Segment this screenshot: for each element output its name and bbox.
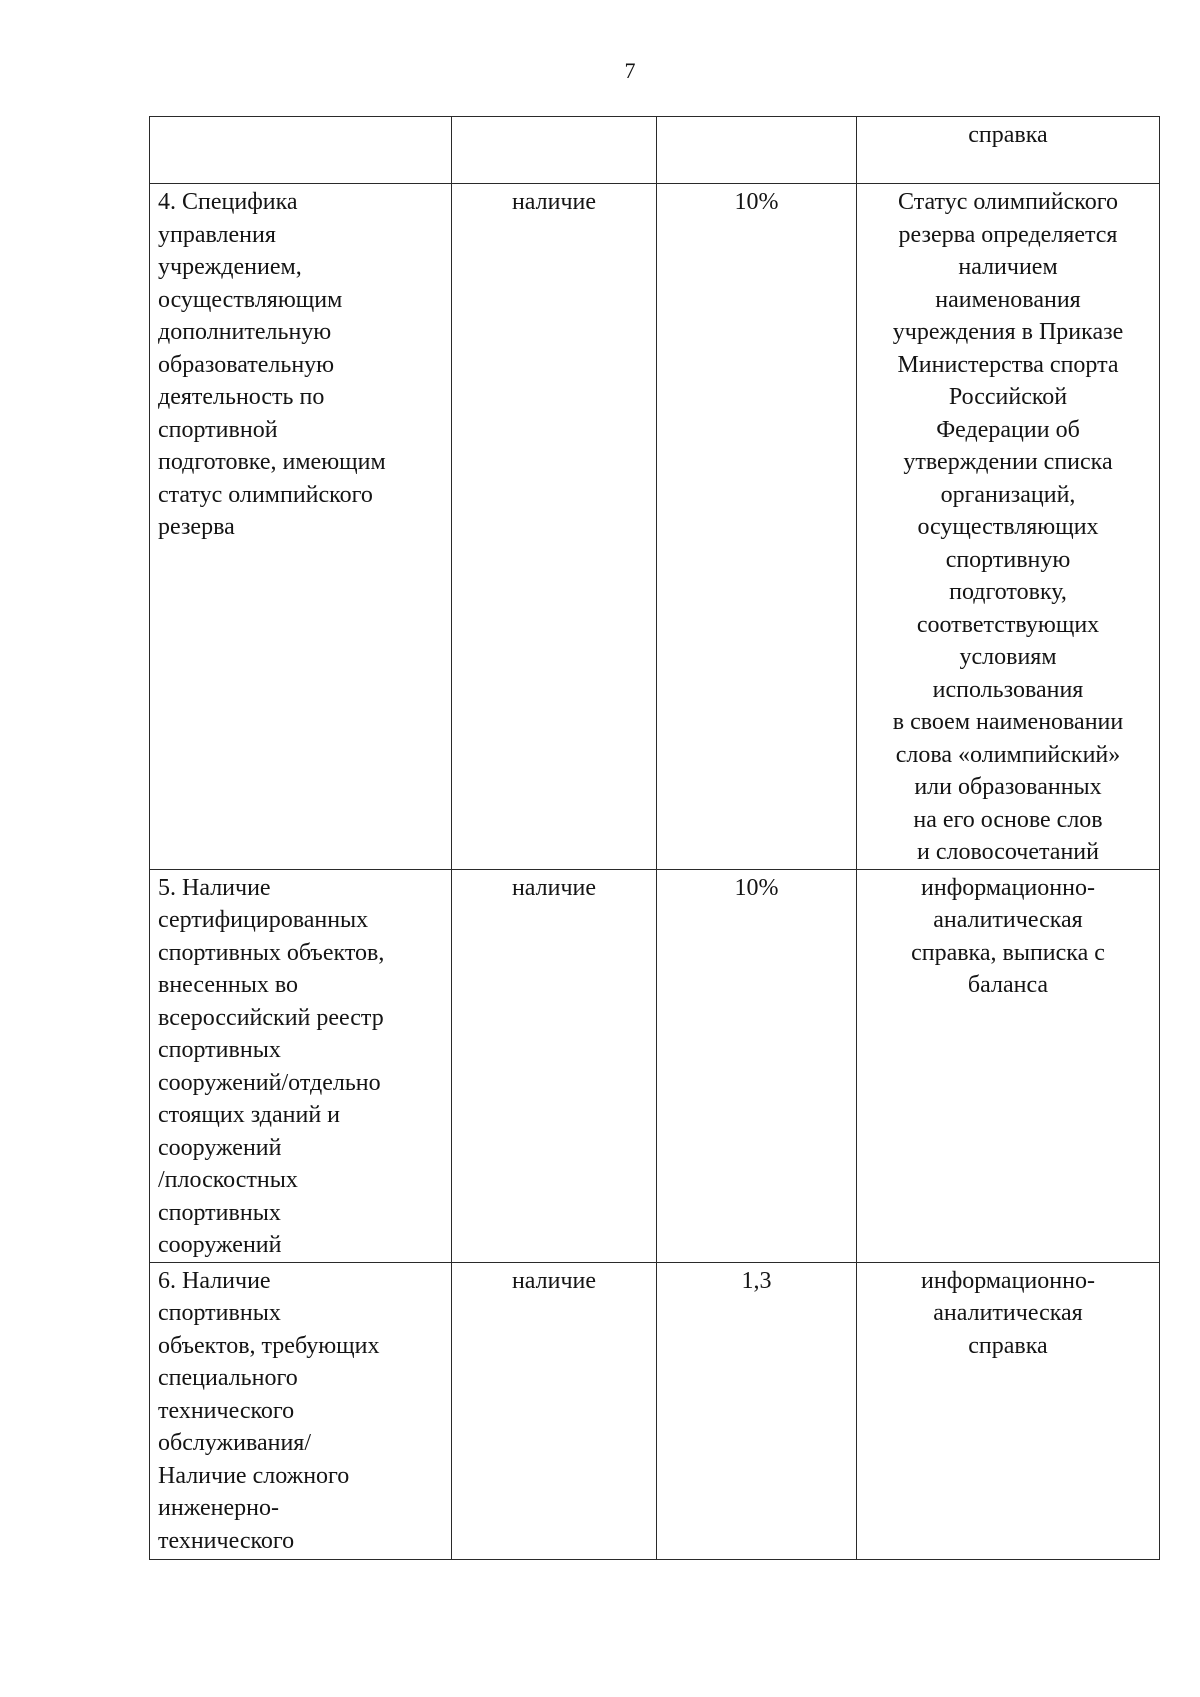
table-row [150,1262,1160,1559]
indicator-cell [452,117,657,184]
indicator-cell: наличие [452,869,657,1262]
value-cell: 10% [657,184,857,870]
confirmation-cell: информационно- аналитическая справка, выписка с баланса [857,869,1160,1262]
confirmation-cell: информационно- аналитическая справка [857,1262,1160,1559]
page-number: 7 [624,58,636,83]
confirmation-cell: справка [857,117,1160,184]
value-cell [657,117,857,184]
table-row [150,869,1160,1262]
indicator-cell: наличие [452,184,657,870]
criterion-cell: 4. Специфика управления учреждением, осуществляющим дополнительную образовательную деятельность по спортивной подготовке, имеющим статус олимпийского резерва [150,184,452,870]
value-cell: 1,3 [657,1262,857,1559]
indicator-cell: наличие [452,1262,657,1559]
criteria-table [149,116,1160,1560]
criterion-cell [150,117,452,184]
table-row [150,117,1160,184]
confirmation-cell: Статус олимпийского резерва определяется наличием наименования учреждения в Приказе Министерства спорта Российской Федерации об утверждении списка организаций, осуществляющих спортивную подготовку, соответствующих условиям использования в своем наименовании слова «олимпийский» или образованных на его основе слов и словосочетаний [857,184,1160,870]
criterion-cell: 6. Наличие спортивных объектов, требующих специального технического обслуживания/ Наличие сложного инженерно- технического [150,1262,452,1559]
value-cell: 10% [657,869,857,1262]
criterion-cell: 5. Наличие сертифицированных спортивных объектов, внесенных во всероссийский реестр спортивных сооружений/отдельно стоящих зданий и сооружений /плоскостных спортивных сооружений [150,869,452,1262]
table-row [150,184,1160,870]
